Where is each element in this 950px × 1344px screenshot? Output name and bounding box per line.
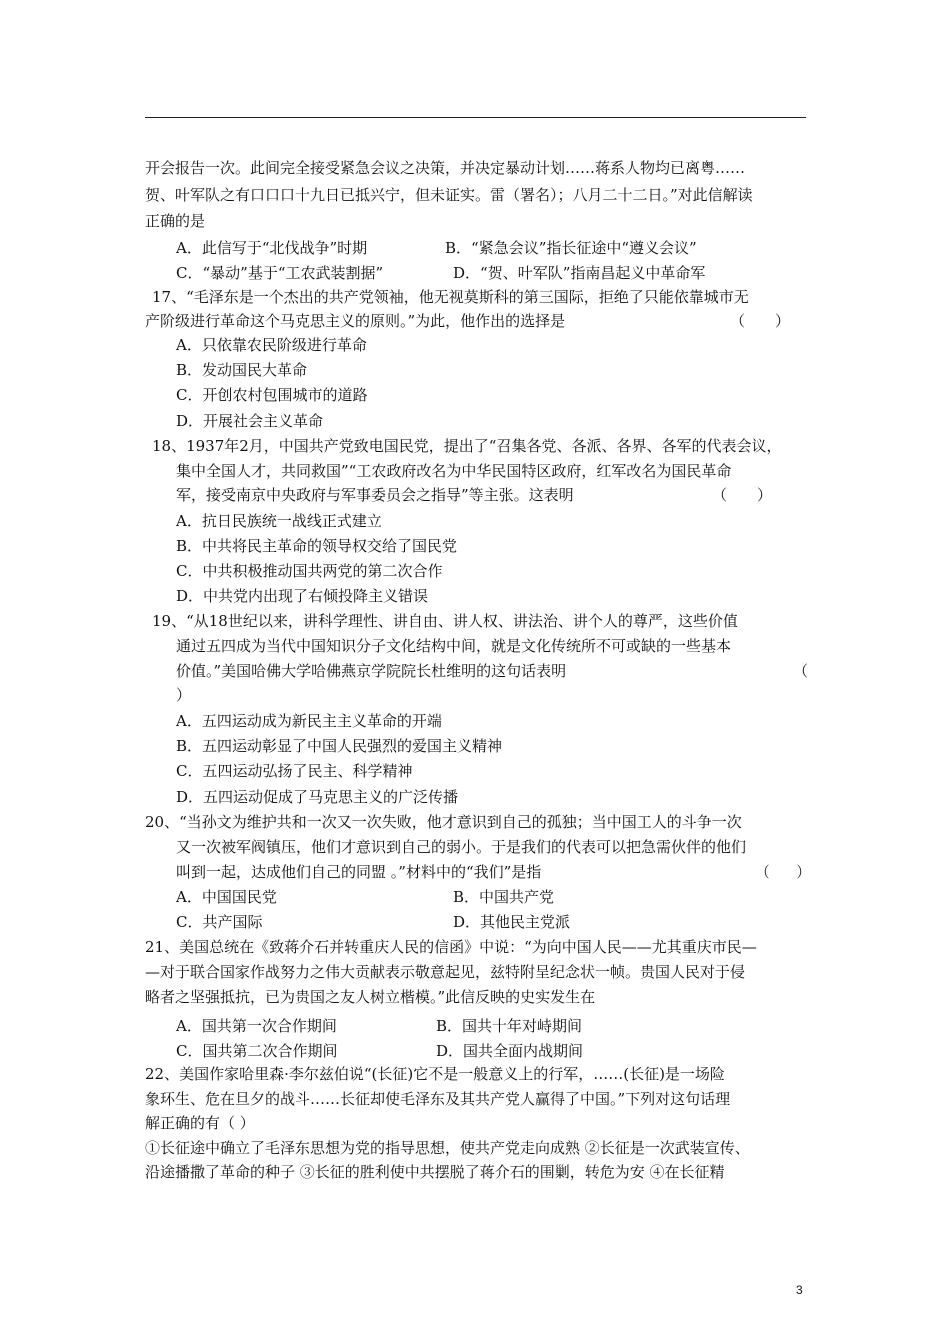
q17-answer-paren: （ ） — [730, 312, 791, 330]
q18-option-b: B．中共将民主革命的领导权交给了国民党 — [176, 537, 458, 555]
q20-option-b: B．中国共产党 — [453, 888, 555, 906]
q21-line-2: —对于联合国家作战努力之伟大贡献表示敬意起见，兹特附呈纪念状一帧。贵国人民对于侵 — [145, 963, 746, 981]
q18-option-d: D．中共党内出现了右倾投降主义错误 — [176, 587, 429, 605]
q19-option-d: D．五四运动促成了马克思主义的广泛传播 — [176, 788, 459, 806]
q18-line-2: 集中全国人才，共同救国”“工农政府改名为中华民国特区政府，红军改名为国民革命 — [176, 462, 732, 480]
q19-option-a: A．五四运动成为新民主主义革命的开端 — [176, 712, 442, 730]
q16-option-d: D．“贺、叶军队”指南昌起义中革命军 — [453, 264, 706, 282]
q21-line-1: 21、美国总统在《致蒋介石并转重庆人民的信函》中说：“为向中国人民——尤其重庆市民— — [145, 938, 757, 956]
q21-line-3: 略者之坚强抵抗，已为贵国之友人树立楷模。”此信反映的史实发生在 — [145, 988, 596, 1006]
q20-line-3: 叫到一起，达成他们自己的同盟 。”材料中的“我们”是指 — [176, 863, 542, 881]
q19-line-3: 价值。”美国哈佛大学哈佛燕京学院院长杜维明的这句话表明 — [176, 662, 567, 680]
q20-line-1: 20、“当孙文为维护共和一次又一次失败，他才意识到自己的孤独；当中国工人的斗争一次 — [145, 813, 742, 831]
q20-option-a: A．中国国民党 — [176, 888, 277, 906]
q18-option-c: C．中共积极推动国共两党的第二次合作 — [176, 562, 443, 580]
q18-option-a: A．抗日民族统一战线正式建立 — [176, 512, 382, 530]
q20-answer-paren: （ ） — [756, 863, 811, 881]
q21-option-b: B．国共十年对峙期间 — [436, 1017, 583, 1035]
q16-option-c: C．“暴动”基于“工农武装割据” — [176, 264, 384, 282]
q19-line-1: 19、“从18世纪以来，讲科学理性、讲自由、讲人权、讲法治、讲个人的尊严，这些价值 — [152, 612, 738, 630]
q16-line-3: 正确的是 — [145, 212, 206, 230]
q19-option-b: B．五四运动彰显了中国人民强烈的爱国主义精神 — [176, 737, 503, 755]
q17-line-2: 产阶级进行革命这个马克思主义的原则。”为此，他作出的选择是 — [145, 312, 566, 330]
q20-option-c: C．共产国际 — [176, 913, 263, 931]
page-number: 3 — [796, 1283, 803, 1297]
q16-option-b: B．“紧急会议”指长征途中“遵义会议” — [445, 239, 697, 257]
q21-option-c: C．国共第二次合作期间 — [176, 1042, 338, 1060]
q18-line-3: 军，接受南京中央政府与军事委员会之指导”等主张。这表明 — [176, 486, 574, 504]
q22-line-4: ①长征途中确立了毛泽东思想为党的指导思想，使共产党走向成熟 ②长征是一次武装宣传、 — [145, 1139, 750, 1157]
q22-line-3: 解正确的有（ ） — [145, 1114, 255, 1132]
q17-line-1: 17、“毛泽东是一个杰出的共产党领袖，他无视莫斯科的第三国际，拒绝了只能依靠城市无 — [152, 288, 749, 306]
q20-line-2: 又一次被军阀镇压，他们才意识到自己的弱小。于是我们的代表可以把急需伙伴的他们 — [176, 838, 747, 856]
header-rule — [145, 117, 806, 118]
q22-line-2: 象环生、危在旦夕的战斗……长征却使毛泽东及其共产党人赢得了中国。”下列对这句话理 — [145, 1090, 731, 1108]
q19-line-2: 通过五四成为当代中国知识分子文化结构中间，就是文化传统所不可或缺的一些基本 — [176, 637, 732, 655]
q18-line-1: 18、1937年2月，中国共产党致电国民党，提出了“召集各党、各派、各界、各军的代表会议， — [152, 437, 782, 455]
q16-line-1: 开会报告一次。此间完全接受紧急会议之决策，并决定暴动计划……蒋系人物均已离粤…… — [145, 159, 746, 177]
q17-option-d: D．开展社会主义革命 — [176, 412, 324, 430]
q19-answer-paren-open: （ — [793, 662, 809, 680]
q16-option-a: A．此信写于“北伐战争”时期 — [176, 239, 368, 257]
q17-option-c: C．开创农村包围城市的道路 — [176, 386, 368, 404]
q19-answer-paren-close: ） — [176, 686, 192, 704]
q16-line-2: 贺、叶军队之有口口口十九日已抵兴宁，但未证实。雷（署名）；八月二十二日。”对此信解读 — [145, 186, 753, 204]
q22-line-5: 沿途播撒了革命的种子 ③长征的胜利使中共摆脱了蒋介石的围剿，转危为安 ④在长征精 — [145, 1163, 725, 1181]
q21-option-a: A．国共第一次合作期间 — [176, 1017, 337, 1035]
q17-option-b: B．发动国民大革命 — [176, 361, 308, 379]
q18-answer-paren: （ ） — [712, 486, 773, 504]
q22-line-1: 22、美国作家哈里森·李尔兹伯说“(长征)它不是一般意义上的行军，……(长征)是一场险 — [145, 1065, 725, 1083]
q17-option-a: A．只依靠农民阶级进行革命 — [176, 336, 367, 354]
q20-option-d: D．其他民主党派 — [453, 913, 571, 931]
q19-option-c: C．五四运动弘扬了民主、科学精神 — [176, 762, 413, 780]
q21-option-d: D．国共全面内战期间 — [436, 1042, 584, 1060]
